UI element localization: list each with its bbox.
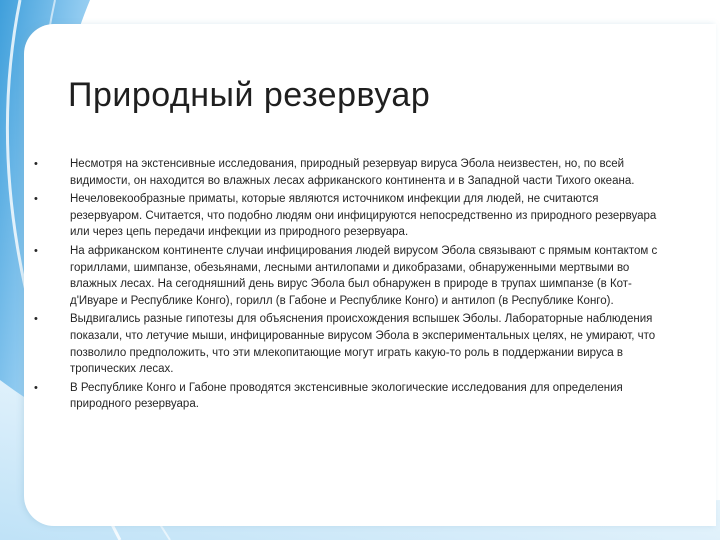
bullet-list xyxy=(0,156,720,415)
list-item xyxy=(0,243,720,309)
list-item xyxy=(0,311,720,377)
bullet-marker: • xyxy=(34,313,38,326)
bullet-text: Выдвигались разные гипотезы для объяснения происхождения вспышек Эболы. Лабораторные наблюдения показали, что летучие мыши, инфицированные вирусом Эбола в экспериментальных целях, не умирают, что позволило предположить, что эти млекопитающие могут играть какую-то роль в поддержании вируса в тропических лесах. xyxy=(70,313,656,376)
bullet-marker: • xyxy=(34,193,38,206)
bullet-text: В Республике Конго и Габоне проводятся экстенсивные экологические исследования для определения природного резервуара. xyxy=(70,381,623,411)
bullet-text: На африканском континенте случаи инфицирования людей вирусом Эбола связывают с прямым контактом с гориллами, шимпанзе, обезьянами, лесными антилопами и дикобразами, обнаруженными мертвыми во влажных лесах. На сегодняшний день вирус Эбола был обнаружен в природе в трупах шимпанзе (в Кот-д'Ивуаре и Республике Конго), горилл (в Габоне и Республике Конго) и антилоп (в Республике Конго). xyxy=(70,244,658,307)
slide-title: Природный резервуар xyxy=(68,76,431,114)
bullet-text: Нечеловекообразные приматы, которые являются источником инфекции для людей, не считаются резервуаром. Считается, что подобно людям они инфицируются непосредственно из природного резервуара или через цепь передачи инфекции из природного резервуара. xyxy=(70,193,657,239)
bullet-marker: • xyxy=(34,381,38,394)
bullet-marker: • xyxy=(34,244,38,257)
bullet-text: Несмотря на экстенсивные исследования, природный резервуар вируса Эбола неизвестен, но, по всей видимости, он находится во влажных лесах африканского континента и в Западной части Тихого океана. xyxy=(70,158,635,187)
list-item xyxy=(0,191,720,241)
bullet-marker: • xyxy=(34,158,38,170)
list-item xyxy=(0,380,720,413)
list-item xyxy=(0,156,720,189)
